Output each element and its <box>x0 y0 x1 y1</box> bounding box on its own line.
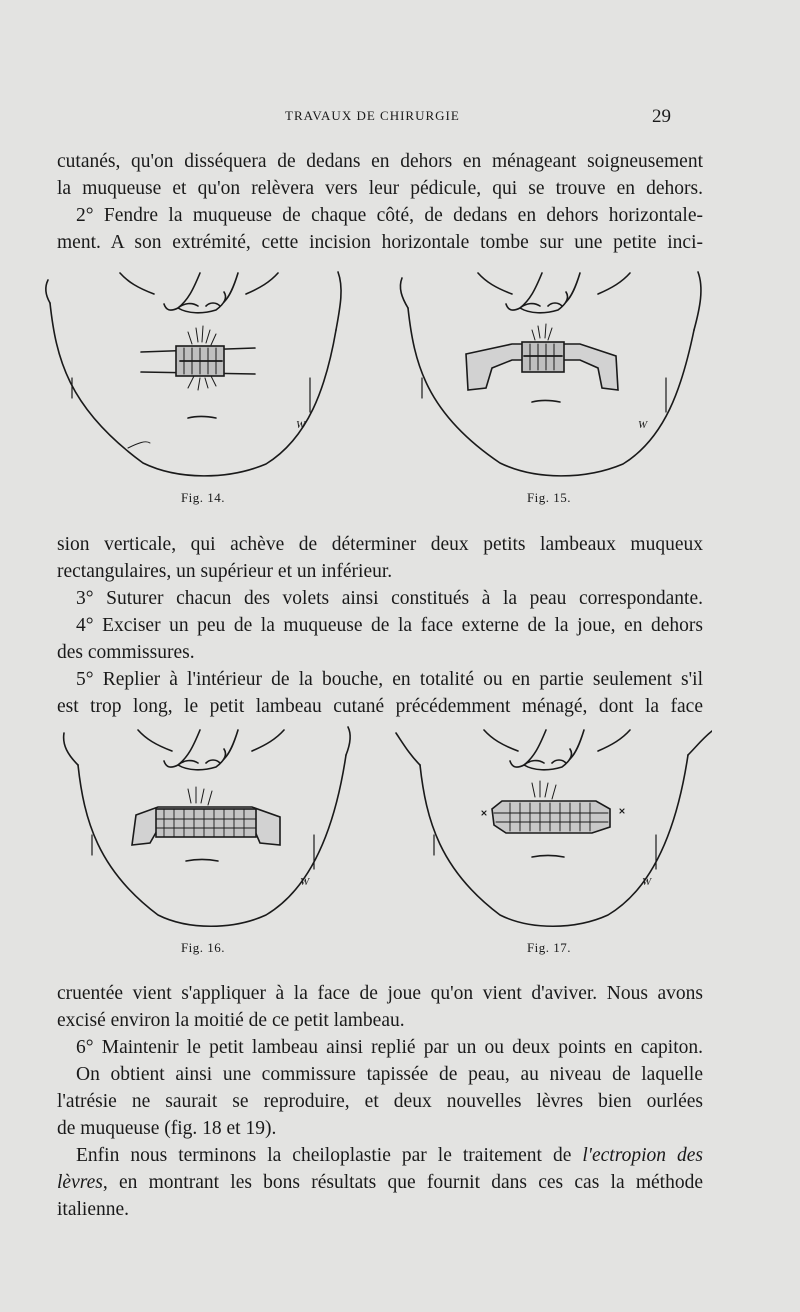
text-line: 4° Exciser un peu de la muqueuse de la face externe de la joue, en dehors <box>76 615 703 636</box>
text-line: est trop long, le petit lambeau cutané précédemment ménagé, dont la face <box>57 696 703 717</box>
text-line: cutanés, qu'on disséquera de dedans en dehors en ménageant soigneusement <box>57 151 703 172</box>
figure-15-illustration <box>382 268 712 478</box>
figure-mark: W <box>642 876 652 888</box>
text-line: rectangulaires, un supérieur et un inférieur. <box>57 561 393 582</box>
page-number: 29 <box>652 106 671 127</box>
text-line: l'atrésie ne saurait se reproduire, et deux nouvelles lèvres bien ourlées <box>57 1091 703 1112</box>
text-line: sion verticale, qui achève de déterminer deux petits lambeaux muqueux <box>57 534 703 555</box>
figure-17-caption: Fig. 17. <box>526 940 572 955</box>
figure-17-illustration <box>382 725 712 935</box>
running-header <box>0 108 800 128</box>
text-line: ment. A son extrémité, cette incision horizontale tombe sur une petite inci- <box>57 232 703 253</box>
text-line: 2° Fendre la muqueuse de chaque côté, de dedans en dehors horizontale- <box>76 205 703 226</box>
text-line: cruentée vient s'appliquer à la face de joue qu'on vient d'aviver. Nous avons <box>57 983 703 1004</box>
figure-mark: W <box>296 419 306 431</box>
figure-mark: W <box>300 876 310 888</box>
text-segment: Enfin nous terminons la cheiloplastie par le traitement de <box>76 1145 583 1166</box>
figure-14-illustration <box>38 268 368 478</box>
figure-mark: W <box>638 419 648 431</box>
text-line: excisé environ la moitié de ce petit lambeau. <box>57 1010 405 1031</box>
text-line <box>57 1142 703 1169</box>
figure-14-caption: Fig. 14. <box>180 490 226 505</box>
text-line: On obtient ainsi une commissure tapissée de peau, au niveau de laquelle <box>76 1064 703 1085</box>
text-segment: , en montrant les bons résultats que fournit dans ces cas la méthode <box>102 1172 703 1193</box>
italic-term: lèvres <box>57 1172 103 1193</box>
text-line <box>57 1169 703 1196</box>
text-line: 5° Replier à l'intérieur de la bouche, en totalité ou en partie seulement s'il <box>76 669 703 690</box>
text-line: des commissures. <box>57 642 195 663</box>
text-line: italienne. <box>57 1199 130 1220</box>
figure-16-illustration <box>38 725 368 935</box>
figure-16-caption: Fig. 16. <box>180 940 226 955</box>
text-line: de muqueuse (fig. 18 et 19). <box>57 1118 277 1139</box>
paragraph-block-top <box>57 148 703 256</box>
text-line: 3° Suturer chacun des volets ainsi constitués à la peau correspondante. <box>76 588 703 609</box>
paragraph-block-bottom <box>57 980 703 1223</box>
figure-15-caption: Fig. 15. <box>526 490 572 505</box>
running-title: TRAVAUX DE CHIRURGIE <box>285 108 460 123</box>
text-line: 6° Maintenir le petit lambeau ainsi replié par un ou deux points en capiton. <box>76 1037 703 1058</box>
italic-term: l'ectropion des <box>582 1145 704 1166</box>
text-line: la muqueuse et qu'on relèvera vers leur pédicule, qui se trouve en dehors. <box>57 178 703 199</box>
paragraph-block-middle <box>57 531 703 720</box>
